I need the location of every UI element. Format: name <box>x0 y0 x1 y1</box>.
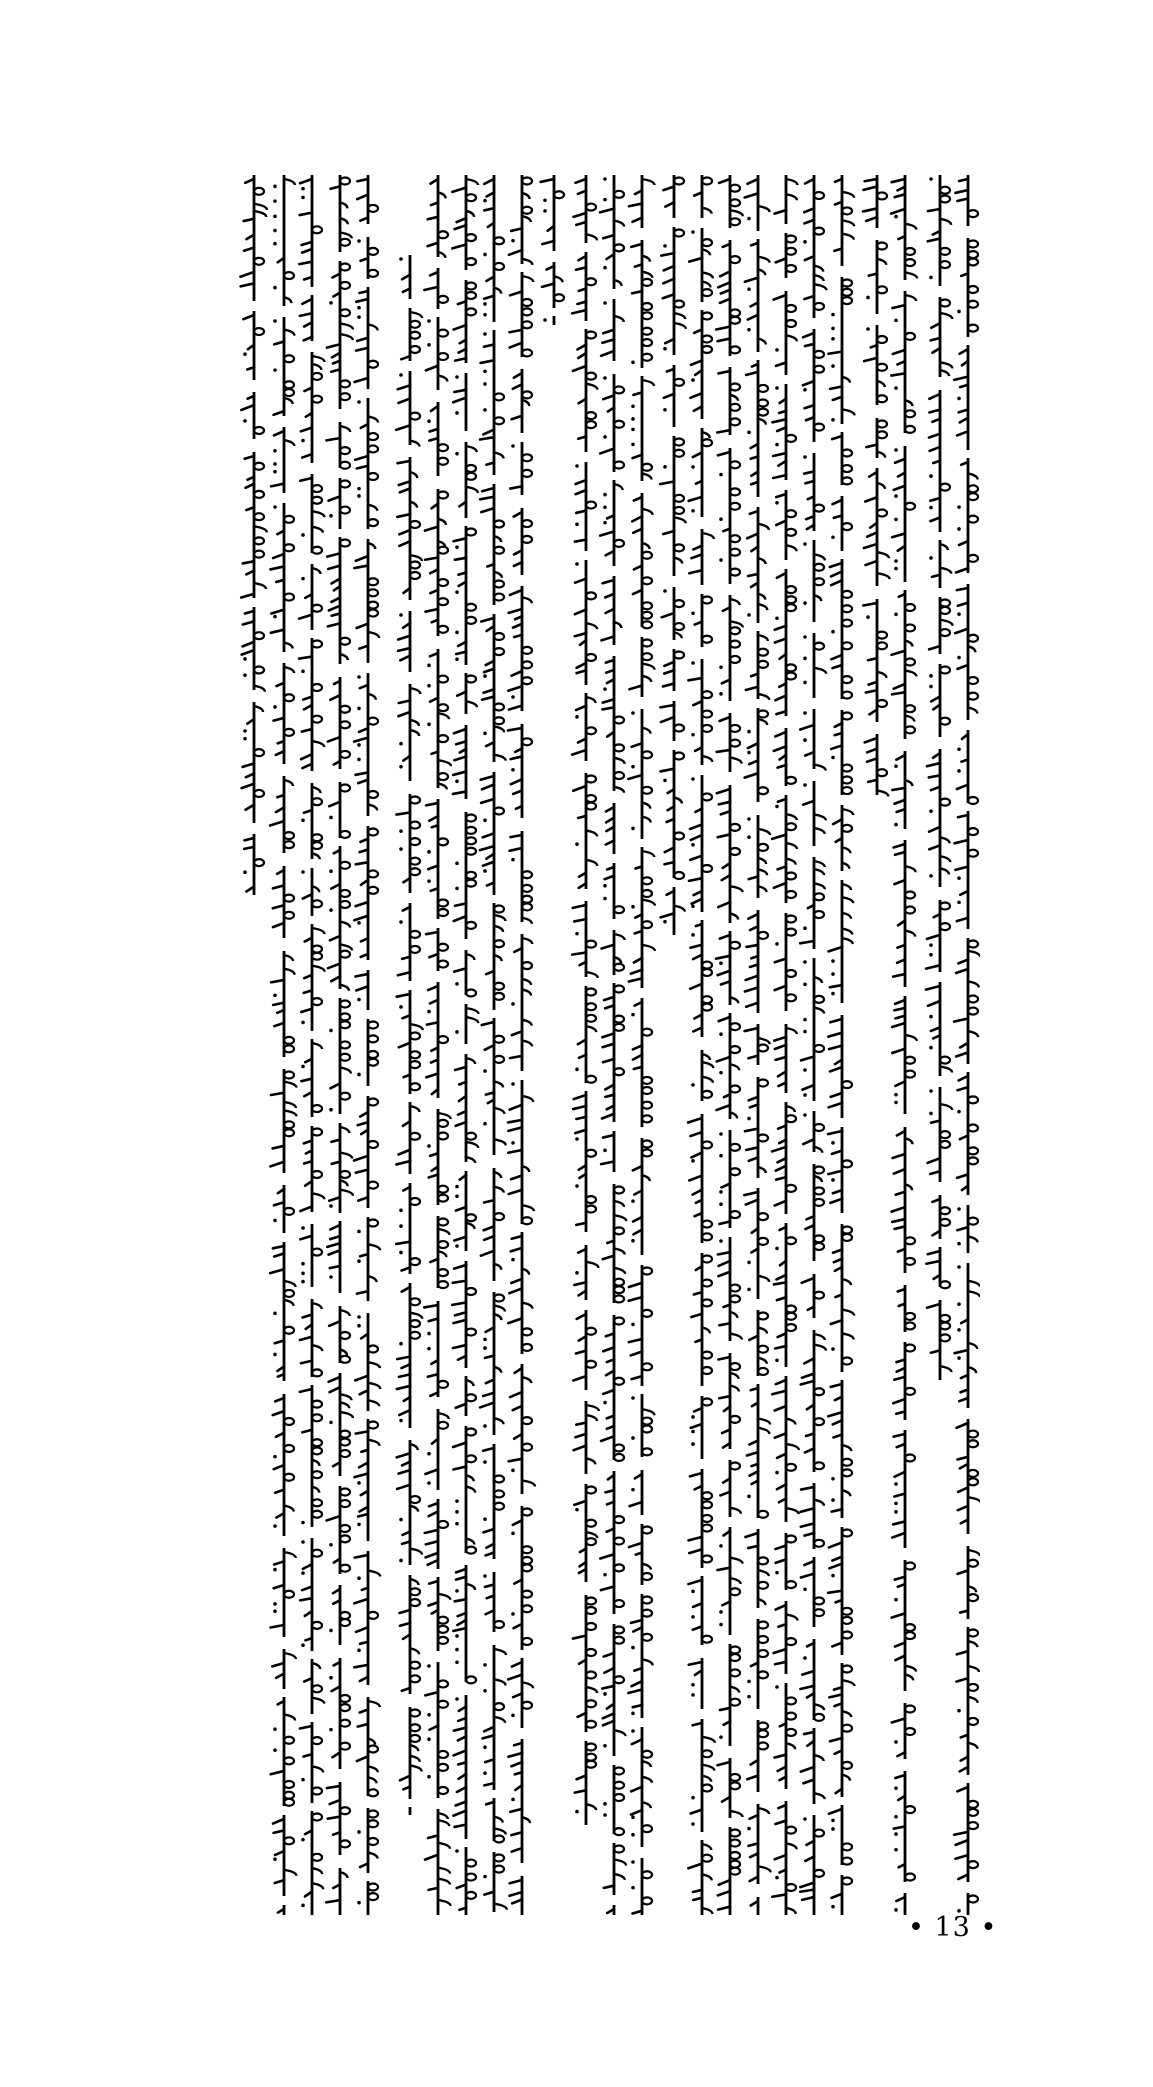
text-line-13 <box>600 175 626 1915</box>
text-line-11 <box>660 175 686 935</box>
text-line-6 <box>800 175 826 1915</box>
text-line-4 <box>863 175 890 796</box>
text-line-21 <box>354 175 380 1915</box>
text-line-19 <box>424 175 451 1915</box>
text-line-20 <box>396 255 423 1815</box>
page-number: • 13 • <box>908 1912 998 1943</box>
text-line-15 <box>541 175 564 325</box>
text-line-2 <box>926 175 953 1380</box>
text-line-24 <box>270 175 296 1915</box>
text-line-14 <box>572 175 599 1825</box>
text-line-7 <box>772 175 799 1915</box>
text-line-18 <box>452 175 478 1915</box>
text-line-22 <box>326 175 353 1915</box>
text-line-5 <box>828 175 855 1915</box>
text-line-17 <box>480 175 507 1912</box>
mongolian-text-block <box>150 175 980 1915</box>
text-line-25 <box>240 175 266 895</box>
text-line-8 <box>744 175 770 1915</box>
text-line-23 <box>299 175 325 1915</box>
text-line-9 <box>716 175 743 1915</box>
text-line-16 <box>508 175 535 1915</box>
text-line-1 <box>954 175 980 1915</box>
text-line-3 <box>891 175 917 1915</box>
text-line-10 <box>688 175 715 1915</box>
text-line-12 <box>628 175 654 1915</box>
